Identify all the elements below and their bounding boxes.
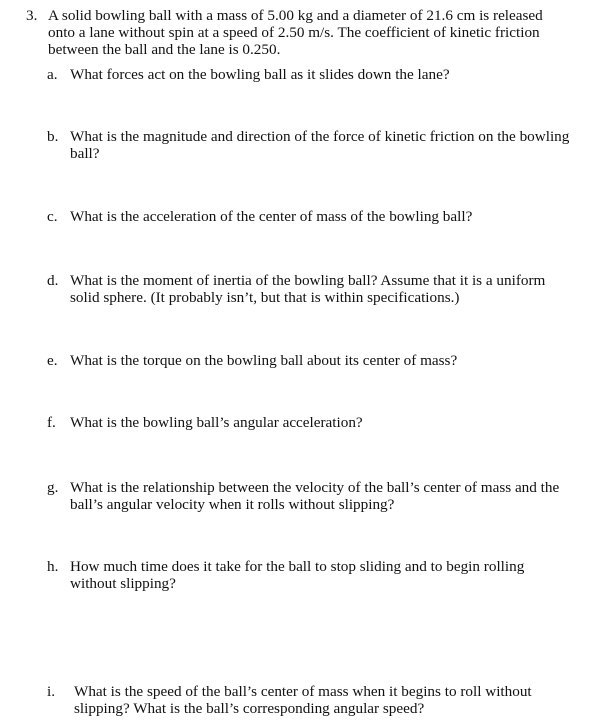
question-line: What is the magnitude and direction of the force of kinetic friction on the bowling: [70, 128, 570, 145]
question-letter: a.: [47, 66, 58, 83]
question-letter: e.: [47, 352, 58, 369]
question-text: [70, 558, 580, 592]
question-letter: f.: [47, 414, 56, 431]
question-line: solid sphere. (It probably isn’t, but that is within specifications.): [70, 289, 460, 306]
question-text: [70, 479, 580, 513]
question-text: [74, 683, 584, 717]
question-text: [70, 208, 580, 225]
problem-line: between the ball and the lane is 0.250.: [48, 41, 281, 58]
problem-line: onto a lane without spin at a speed of 2.50 m/s. The coefficient of kinetic friction: [48, 24, 540, 41]
question-line: What is the torque on the bowling ball about its center of mass?: [70, 352, 458, 369]
question-line: without slipping?: [70, 575, 176, 592]
question-text: [70, 128, 580, 162]
question-line: What is the bowling ball’s angular acceleration?: [70, 414, 363, 431]
question-letter: i.: [47, 683, 56, 700]
question-line: How much time does it take for the ball to stop sliding and to begin rolling: [70, 558, 525, 575]
question-letter: d.: [47, 272, 59, 289]
question-text: [70, 414, 580, 431]
question-text: [70, 272, 580, 306]
problem-text: [48, 7, 578, 58]
question-text: [70, 66, 580, 83]
question-letter: c.: [47, 208, 58, 225]
question-text: [70, 352, 580, 369]
question-line: What is the relationship between the velocity of the ball’s center of mass and the: [70, 479, 560, 496]
question-letter: g.: [47, 479, 59, 496]
question-line: What is the moment of inertia of the bowling ball? Assume that it is a uniform: [70, 272, 546, 289]
question-line: What is the acceleration of the center of mass of the bowling ball?: [70, 208, 473, 225]
question-letter: h.: [47, 558, 59, 575]
problem-number: 3.: [26, 7, 38, 24]
problem-line: A solid bowling ball with a mass of 5.00 kg and a diameter of 21.6 cm is released: [48, 7, 543, 24]
question-line: ball’s angular velocity when it rolls without slipping?: [70, 496, 395, 513]
question-line: ball?: [70, 145, 100, 162]
question-letter: b.: [47, 128, 59, 145]
question-line: What is the speed of the ball’s center of mass when it begins to roll without: [74, 683, 532, 700]
question-line: slipping? What is the ball’s corresponding angular speed?: [74, 700, 425, 717]
question-line: What forces act on the bowling ball as it slides down the lane?: [70, 66, 450, 83]
